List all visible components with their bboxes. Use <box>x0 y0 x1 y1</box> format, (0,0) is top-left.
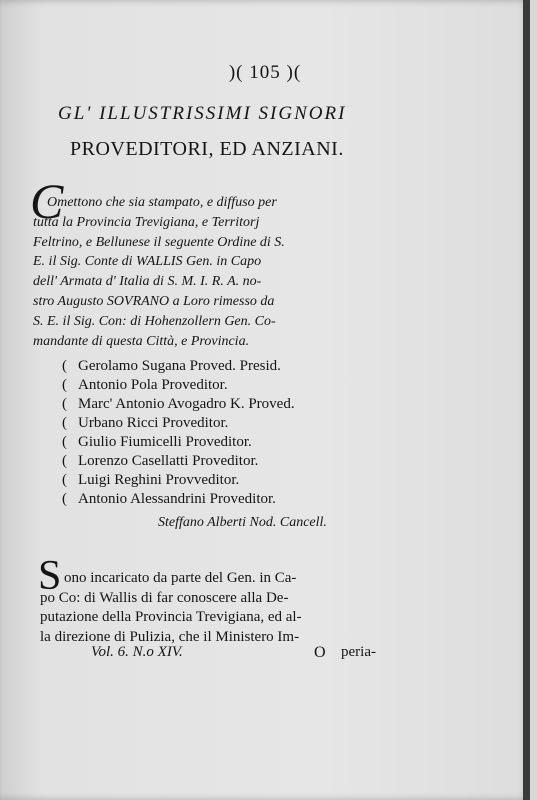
signatory-name: Marc' Antonio Avogadro K. Proved. <box>78 396 295 412</box>
signatory-name: Urbano Ricci Proveditor. <box>78 415 229 431</box>
signatory-name: Gerolamo Sugana Proved. Presid. <box>78 358 281 374</box>
signatory-name: Lorenzo Casellatti Proveditor. <box>78 453 259 469</box>
signatory-name: Antonio Pola Proveditor. <box>78 377 228 393</box>
signatory-row: ( Urbano Ricci Proveditor. <box>62 415 229 431</box>
page-edge-shadow <box>523 0 530 800</box>
decree-line: tutta la Provincia Trevigiana, e Territorj <box>33 214 260 230</box>
signatory-row: ( Gerolamo Sugana Proved. Presid. <box>62 358 281 374</box>
decree-line: stro Augusto SOVRANO a Loro rimesso da <box>33 293 275 309</box>
signatory-row: ( Luigi Reghini Provveditor. <box>62 472 240 488</box>
decree-line: S. E. il Sig. Con: di Hohenzollern Gen. Co- <box>33 313 276 329</box>
page-footer <box>91 644 381 661</box>
decree-line: mandante di questa Città, e Provincia. <box>33 333 250 349</box>
signatory-name: Antonio Alessandrini Proveditor. <box>78 491 276 507</box>
signatory-row: ( Giulio Fiumicelli Proveditor. <box>62 434 252 450</box>
chancellor-signature: Steffano Alberti Nod. Cancell. <box>158 515 327 530</box>
decree-line: E. il Sig. Conte di WALLIS Gen. in Capo <box>33 254 262 270</box>
decree-line: Omettono che sia stampato, e diffuso per <box>47 195 277 210</box>
page-number: )( 105 )( <box>228 62 302 83</box>
heading-line-2: PROVEDITORI, ED ANZIANI. <box>70 138 344 160</box>
signatories-list <box>62 357 382 509</box>
drop-cap-s: S <box>38 553 62 599</box>
signatory-name: Luigi Reghini Provveditor. <box>78 472 240 488</box>
signature-mark: O <box>314 644 326 661</box>
signatory-row: ( Antonio Pola Proveditor. <box>62 377 228 393</box>
decree-paragraph <box>33 193 383 351</box>
signatory-row: ( Antonio Alessandrini Proveditor. <box>62 491 276 507</box>
heading-line-1: GL' ILLUSTRISSIMI SIGNORI <box>58 103 347 124</box>
order-line: po Co: di Wallis di far conoscere alla De- <box>40 589 289 606</box>
signatory-name: Giulio Fiumicelli Proveditor. <box>78 434 252 450</box>
decree-line: Feltrino, e Bellunese il seguente Ordine di S. <box>33 234 285 250</box>
volume-number: Vol. 6. N.o XIV. <box>91 644 183 660</box>
order-paragraph <box>40 569 380 647</box>
order-line: ono incaricato da parte del Gen. in Ca- <box>64 570 297 586</box>
signatory-row: ( Marc' Antonio Avogadro K. Proved. <box>62 396 295 412</box>
decree-line: dell' Armata d' Italia di S. M. I. R. A. no- <box>33 274 262 290</box>
signatory-row: ( Lorenzo Casellatti Proveditor. <box>62 453 259 469</box>
order-line: la direzione di Pulizia, che il Ministero Im- <box>40 628 300 645</box>
order-line: putazione della Provincia Trevigiana, ed al- <box>40 609 302 625</box>
catchword: peria- <box>341 644 376 660</box>
drop-cap-c: C <box>30 173 64 229</box>
